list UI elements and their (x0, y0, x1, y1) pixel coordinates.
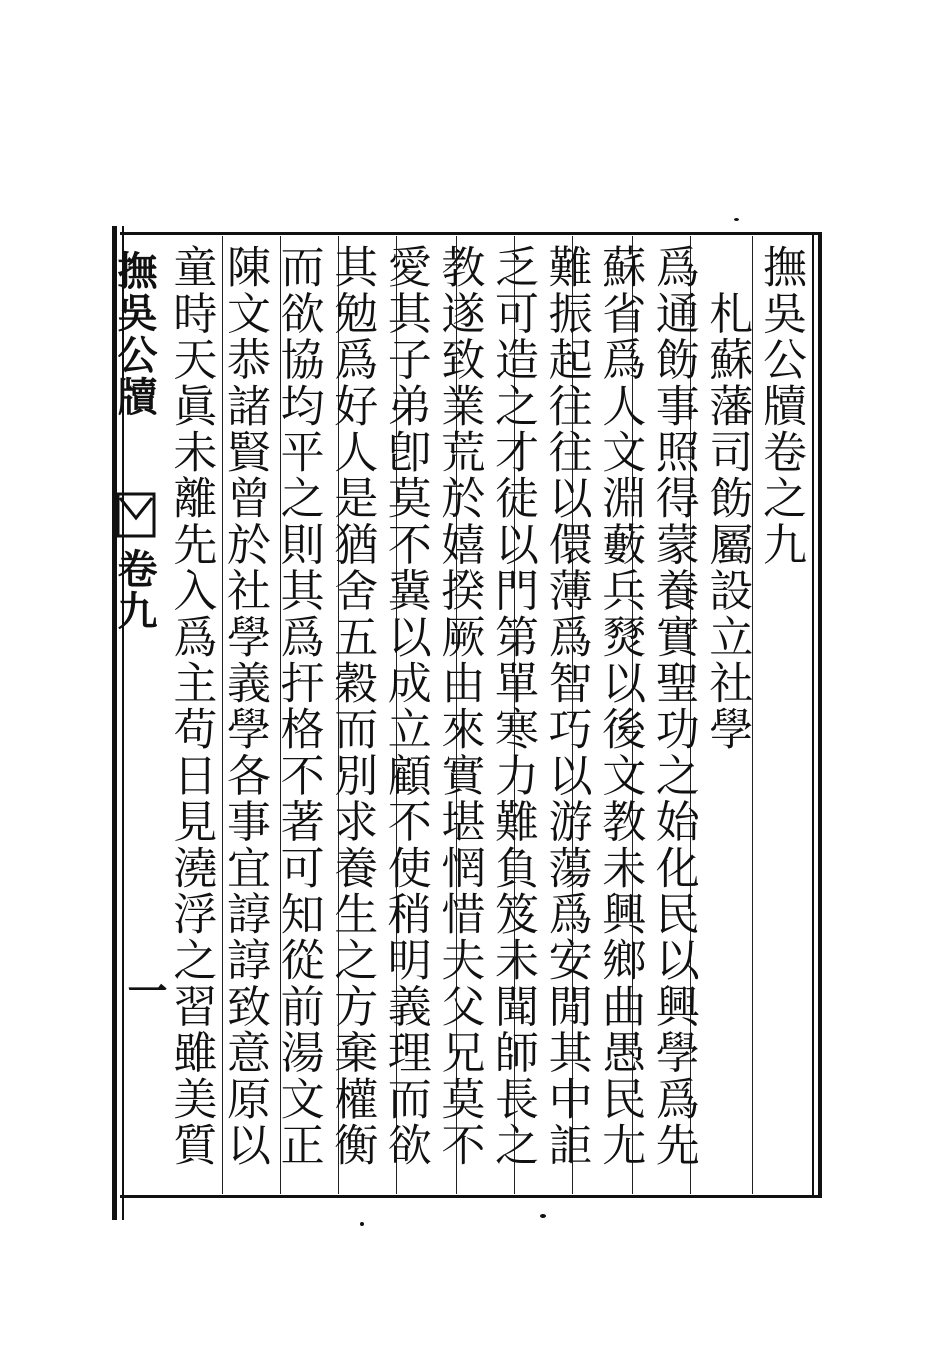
text-column-8: 而欲協均平之則其爲扞格不著可知從前湯文正 (272, 244, 324, 1168)
text-column-3: 難振起往往以儇薄爲智巧以游蕩爲安閒其中詎 (540, 244, 592, 1168)
margin-volume: 卷九 (111, 548, 158, 632)
text-column-4: 乏可造之才徒以門第單寒力難負笈未聞師長之 (487, 244, 538, 1168)
text-column-9: 陳文恭諸賢曾於社學義學各事宜諄諄致意原以 (219, 244, 270, 1168)
fish-tail-mark (116, 492, 156, 538)
margin-title: 撫吳公牘 (111, 250, 158, 418)
text-column-1: 爲通飭事照得蒙養實聖功之始化民以興學爲先 (647, 244, 699, 1168)
page-number: 一 (121, 970, 168, 1010)
text-column-10: 童時天眞未離先入爲主苟日見澆浮之習雖美質 (165, 244, 217, 1168)
text-column-6: 愛其子弟卽莫不冀以成立顧不使稍明義理而欲 (379, 244, 431, 1168)
text-column-7: 其勉爲好人是猶舍五穀而別求養生之方棄權衡 (326, 244, 378, 1168)
text-column-5: 教遂致業荒於嬉揆厥由來實堪惘惜夫父兄莫不 (433, 244, 485, 1168)
frame-right-border (812, 232, 822, 1198)
volume-heading: 撫吳公牘卷之九 (755, 244, 806, 568)
document-title: 札蘇藩司飭屬設立社學 (701, 244, 753, 753)
ink-speck (540, 1214, 546, 1218)
ink-speck (360, 1222, 364, 1226)
text-column-2: 蘇省爲人文淵藪兵燹以後文教未興鄉曲愚民尢 (594, 244, 646, 1168)
ink-speck (734, 218, 739, 221)
